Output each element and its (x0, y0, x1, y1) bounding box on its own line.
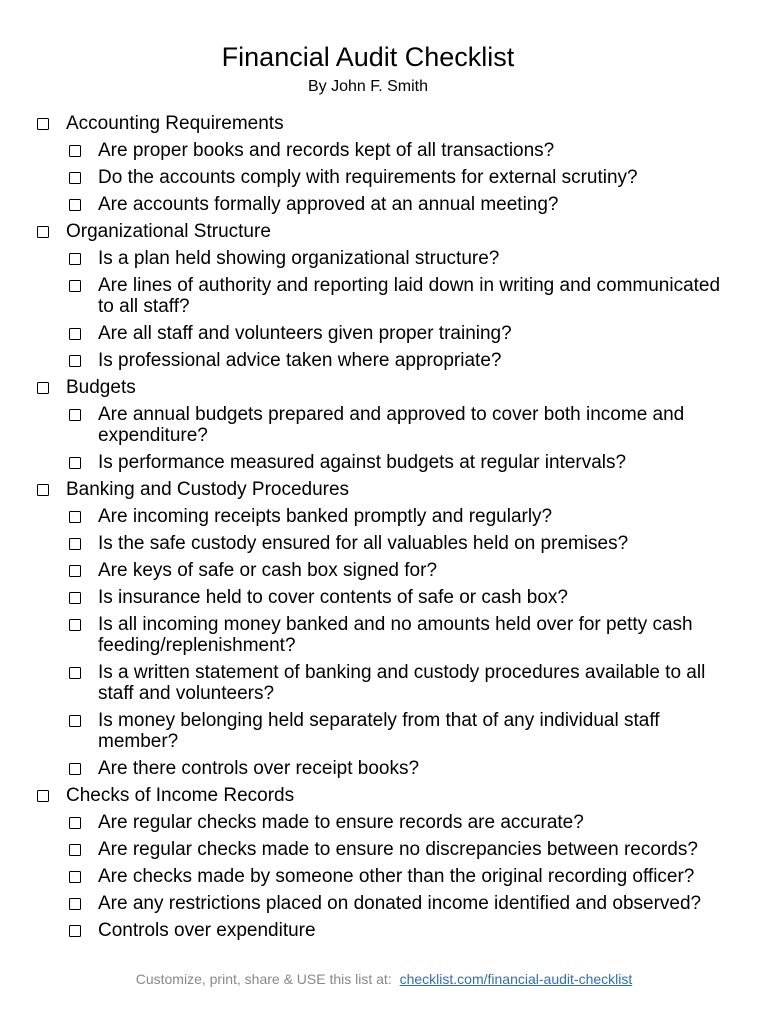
checkbox[interactable] (69, 409, 81, 421)
checkbox[interactable] (37, 484, 49, 496)
item-label: Is all incoming money banked and no amounts held over for petty cash feeding/replenishment? (98, 614, 693, 656)
checklist-item (0, 248, 738, 269)
section-accounting-requirements (0, 113, 746, 134)
item-label: Are checks made by someone other than the original recording officer? (98, 866, 695, 887)
checkbox[interactable] (69, 619, 81, 631)
item-label: Are annual budgets prepared and approved to cover both income and expenditure? (98, 404, 685, 446)
checkbox[interactable] (69, 355, 81, 367)
item-label: Is money belonging held separately from that of any individual staff member? (98, 710, 660, 752)
checkbox[interactable] (69, 145, 81, 157)
checklist-item (0, 920, 738, 941)
checklist-item (0, 350, 738, 371)
document-byline: By John F. Smith (307, 78, 429, 95)
item-label: Is insurance held to cover contents of safe or cash box? (98, 587, 568, 608)
checkbox[interactable] (69, 538, 81, 550)
section-label: Budgets (66, 377, 136, 398)
item-label: Are there controls over receipt books? (98, 758, 420, 779)
checklist-item (0, 167, 738, 188)
checklist-item (0, 506, 738, 527)
checkbox[interactable] (37, 118, 49, 130)
section-label: Checks of Income Records (66, 785, 295, 806)
item-label: Are any restrictions placed on donated income identified and observed? (98, 893, 702, 914)
checklist-item (0, 893, 738, 914)
item-label: Are regular checks made to ensure records are accurate? (98, 812, 584, 833)
item-label: Do the accounts comply with requirements for external scrutiny? (98, 167, 638, 188)
section-label: Banking and Custody Procedures (66, 479, 350, 500)
checkbox[interactable] (69, 457, 81, 469)
footer-text: Customize, print, share & USE this list at: (135, 971, 392, 987)
checklist-item (0, 812, 738, 833)
checklist-item (0, 194, 738, 215)
item-label: Is performance measured against budgets at regular intervals? (98, 452, 627, 473)
checklist-item (0, 140, 738, 161)
checkbox[interactable] (69, 565, 81, 577)
checklist-item (0, 587, 738, 608)
checklist-item (0, 614, 738, 656)
checkbox[interactable] (69, 199, 81, 211)
checklist-item (0, 560, 738, 581)
checklist-item (0, 710, 738, 752)
checkbox[interactable] (69, 925, 81, 937)
section-banking-and-custody-procedures (0, 479, 746, 500)
item-label: Are lines of authority and reporting laid down in writing and communicated to all staff? (98, 275, 721, 317)
checklist-item (0, 533, 738, 554)
item-label: Is a plan held showing organizational structure? (98, 248, 500, 269)
document-title: Financial Audit Checklist (221, 42, 515, 72)
checklist-item (0, 662, 738, 704)
item-label: Are incoming receipts banked promptly and regularly? (98, 506, 553, 527)
checklist-item (0, 839, 738, 860)
section-label: Organizational Structure (66, 221, 271, 242)
checkbox[interactable] (69, 667, 81, 679)
item-label: Is professional advice taken where appropriate? (98, 350, 502, 371)
checklist-item (0, 275, 738, 317)
item-label: Are keys of safe or cash box signed for? (98, 560, 438, 581)
checkbox[interactable] (69, 592, 81, 604)
footer (0, 969, 768, 989)
checklist-item (0, 452, 738, 473)
checkbox[interactable] (69, 172, 81, 184)
item-label: Is a written statement of banking and custody procedures available to all staff and volunteers? (98, 662, 706, 704)
checkbox[interactable] (37, 226, 49, 238)
checkbox[interactable] (69, 511, 81, 523)
checkbox[interactable] (69, 871, 81, 883)
item-label: Controls over expenditure (98, 920, 316, 941)
checklist-item (0, 323, 738, 344)
section-organizational-structure (0, 221, 746, 242)
item-label: Are proper books and records kept of all transactions? (98, 140, 555, 161)
item-label: Is the safe custody ensured for all valuables held on premises? (98, 533, 629, 554)
checklist-item (0, 866, 738, 887)
item-label: Are accounts formally approved at an annual meeting? (98, 194, 559, 215)
checkbox[interactable] (69, 898, 81, 910)
checklist-link[interactable]: checklist.com/financial-audit-checklist (399, 971, 633, 987)
section-label: Accounting Requirements (66, 113, 284, 134)
checkbox[interactable] (69, 280, 81, 292)
checkbox[interactable] (69, 844, 81, 856)
checklist-item (0, 404, 738, 446)
item-label: Are all staff and volunteers given proper training? (98, 323, 512, 344)
checkbox[interactable] (69, 763, 81, 775)
checkbox[interactable] (69, 328, 81, 340)
section-checks-of-income-records (0, 785, 746, 806)
checkbox[interactable] (69, 715, 81, 727)
item-label: Are regular checks made to ensure no discrepancies between records? (98, 839, 698, 860)
checkbox[interactable] (37, 790, 49, 802)
checkbox[interactable] (37, 382, 49, 394)
checklist (0, 113, 768, 947)
checklist-item (0, 758, 738, 779)
checkbox[interactable] (69, 253, 81, 265)
checkbox[interactable] (69, 817, 81, 829)
section-budgets (0, 377, 746, 398)
